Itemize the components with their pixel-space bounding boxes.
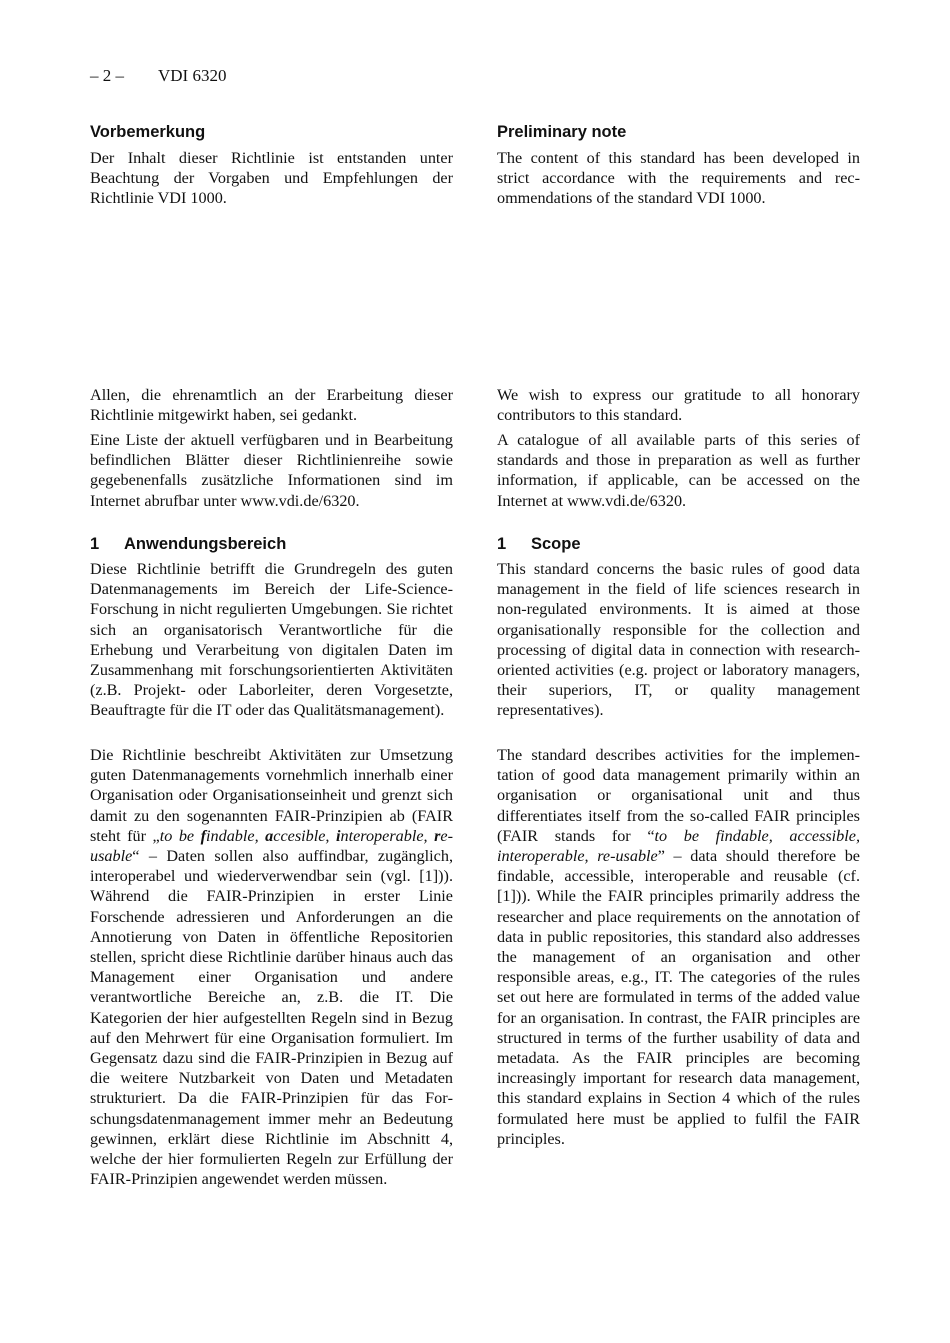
de-section1-title: Anwendungsbereich (124, 535, 287, 553)
german-column (90, 0, 453, 1343)
en-preliminary-text: The content of this standard has been developed in strict accordance with the requirements and recommendations of the standard VDI 1000. (497, 149, 860, 208)
document-id: VDI 6320 (158, 66, 227, 85)
de-section1-number: 1 (90, 535, 100, 553)
en-section1-heading (497, 533, 860, 555)
de-section1-heading (90, 533, 453, 555)
en-catalogue-text: A catalogue of all available parts of this series of standards and those in preparation as well as further information, if applicable, can be accessed on the Internet at www.vdi.de/6320. (497, 431, 860, 510)
en-section1-title: Scope (531, 535, 581, 553)
en-preliminary-heading: Preliminary note (497, 123, 627, 141)
de-preliminary-heading: Vorbemerkung (90, 123, 206, 141)
en-scope-paragraph-1: This standard concerns the basic rules of good data management in the field of life sciences research in non-regulated environments. It is aimed at those organisationally responsible for the collection and processing of digital data in connection with research-oriented activities (e.g. project or laboratory managers, their superiors, IT, or quality management representatives). (497, 560, 860, 720)
de-catalogue-text: Eine Liste der aktuell verfügbaren und in Bearbeitung befindlichen Blätter dieser Richtlinienreihe sowie gegebenenfalls zusätzliche Informationen sind im Internet abrufbar unter www.vdi.de/6320. (90, 431, 453, 510)
en-thanks-text: We wish to express our gratitude to all honorary contributors to this standard. (497, 386, 860, 425)
de-scope-paragraph-1: Diese Richtlinie betrifft die Grundregeln des guten Datenmanagements im Bereich der Life-Science-Forschung in nicht regulierten Umgebungen. Sie richtet sich an organisatorisch Verantwortliche für die Erhebung und Verarbeitung von digitalen Daten im Zusammenhang mit forschungsorientierten Aktivitäten (z.B. Projekt- oder Laborleiter, deren Vorgesetzte, Beauftragte für die IT oder das Qualitätsmanagement). (90, 560, 453, 720)
en-section1-number: 1 (497, 535, 507, 553)
en-scope-paragraph-2: The standard describes activities for the implementation of good data management primarily within an organisation or organisational unit and thus differentiates itself from the so-called FAIR principles (FAIR stands for “to be findable, accessible, interoperable, re-usable” – data should therefore be findable, accessible, interoperable and reusable (cf. [1])). While the FAIR principles primarily address the researcher and place requirements on the annotation of data in public repositories, this standard also addresses the management of an organisation and other responsible areas, e.g., IT. The categories of the rules set out here are formulated in terms of the added value for an organisation. In contrast, the FAIR principles are structured in terms of the further usability of data and metadata. As the FAIR principles are becoming increasingly important for research data management, this standard explains in Section 4 which of the rules formulated here must be applied to fulfil the FAIR principles. (497, 746, 860, 1148)
de-scope-paragraph-2: Die Richtlinie beschreibt Aktivitäten zur Umsetzung guten Datenmanagements vornehmlich innerhalb einer Organisation oder Organisationseinheit und grenzt sich damit zu den sogenannten FAIR-Prinzipien ab (FAIR steht für „to be findable, accesible, interoperable, re-usable“ – Daten sollen also auffindbar, zugänglich, interoperabel und wiederverwendbar sein (vgl. [1])). Während die FAIR-Prinzipien in erster Linie Forschende adressieren und Anforderungen an die Annotierung von Daten in öffentliche Repositorien stellen, spricht diese Richtlinie darüber hinaus auch das Management einer Organisation und andere verantwortliche Bereiche an, z.B. die IT. Die Kategorien der hier aufgestellten Regeln sind in Bezug auf den Mehrwert für eine Organisation formuliert. Im Gegensatz dazu sind die FAIR-Prinzipien in Bezug auf die weitere Nutzbarkeit von Daten und Metadaten strukturiert. Da die FAIR-Prinzipien für das Forschungsdatenmanagement immer mehr an Bedeutung gewinnen, erklärt diese Richtlinie im Abschnitt 4, welche der hier formulierten Regeln zur Erfüllung der FAIR-Prinzipien angewendet werden müssen. (90, 746, 453, 1189)
page-number: – 2 – (90, 66, 124, 85)
de-preliminary-text: Der Inhalt dieser Richtlinie ist entstanden unter Beachtung der Vorgaben und Empfehlungen der Richtlinie VDI 1000. (90, 149, 453, 208)
english-column (497, 0, 860, 1343)
de-thanks-text: Allen, die ehrenamtlich an der Erarbeitung dieser Richtlinie mitgewirkt haben, sei gedankt. (90, 386, 453, 425)
